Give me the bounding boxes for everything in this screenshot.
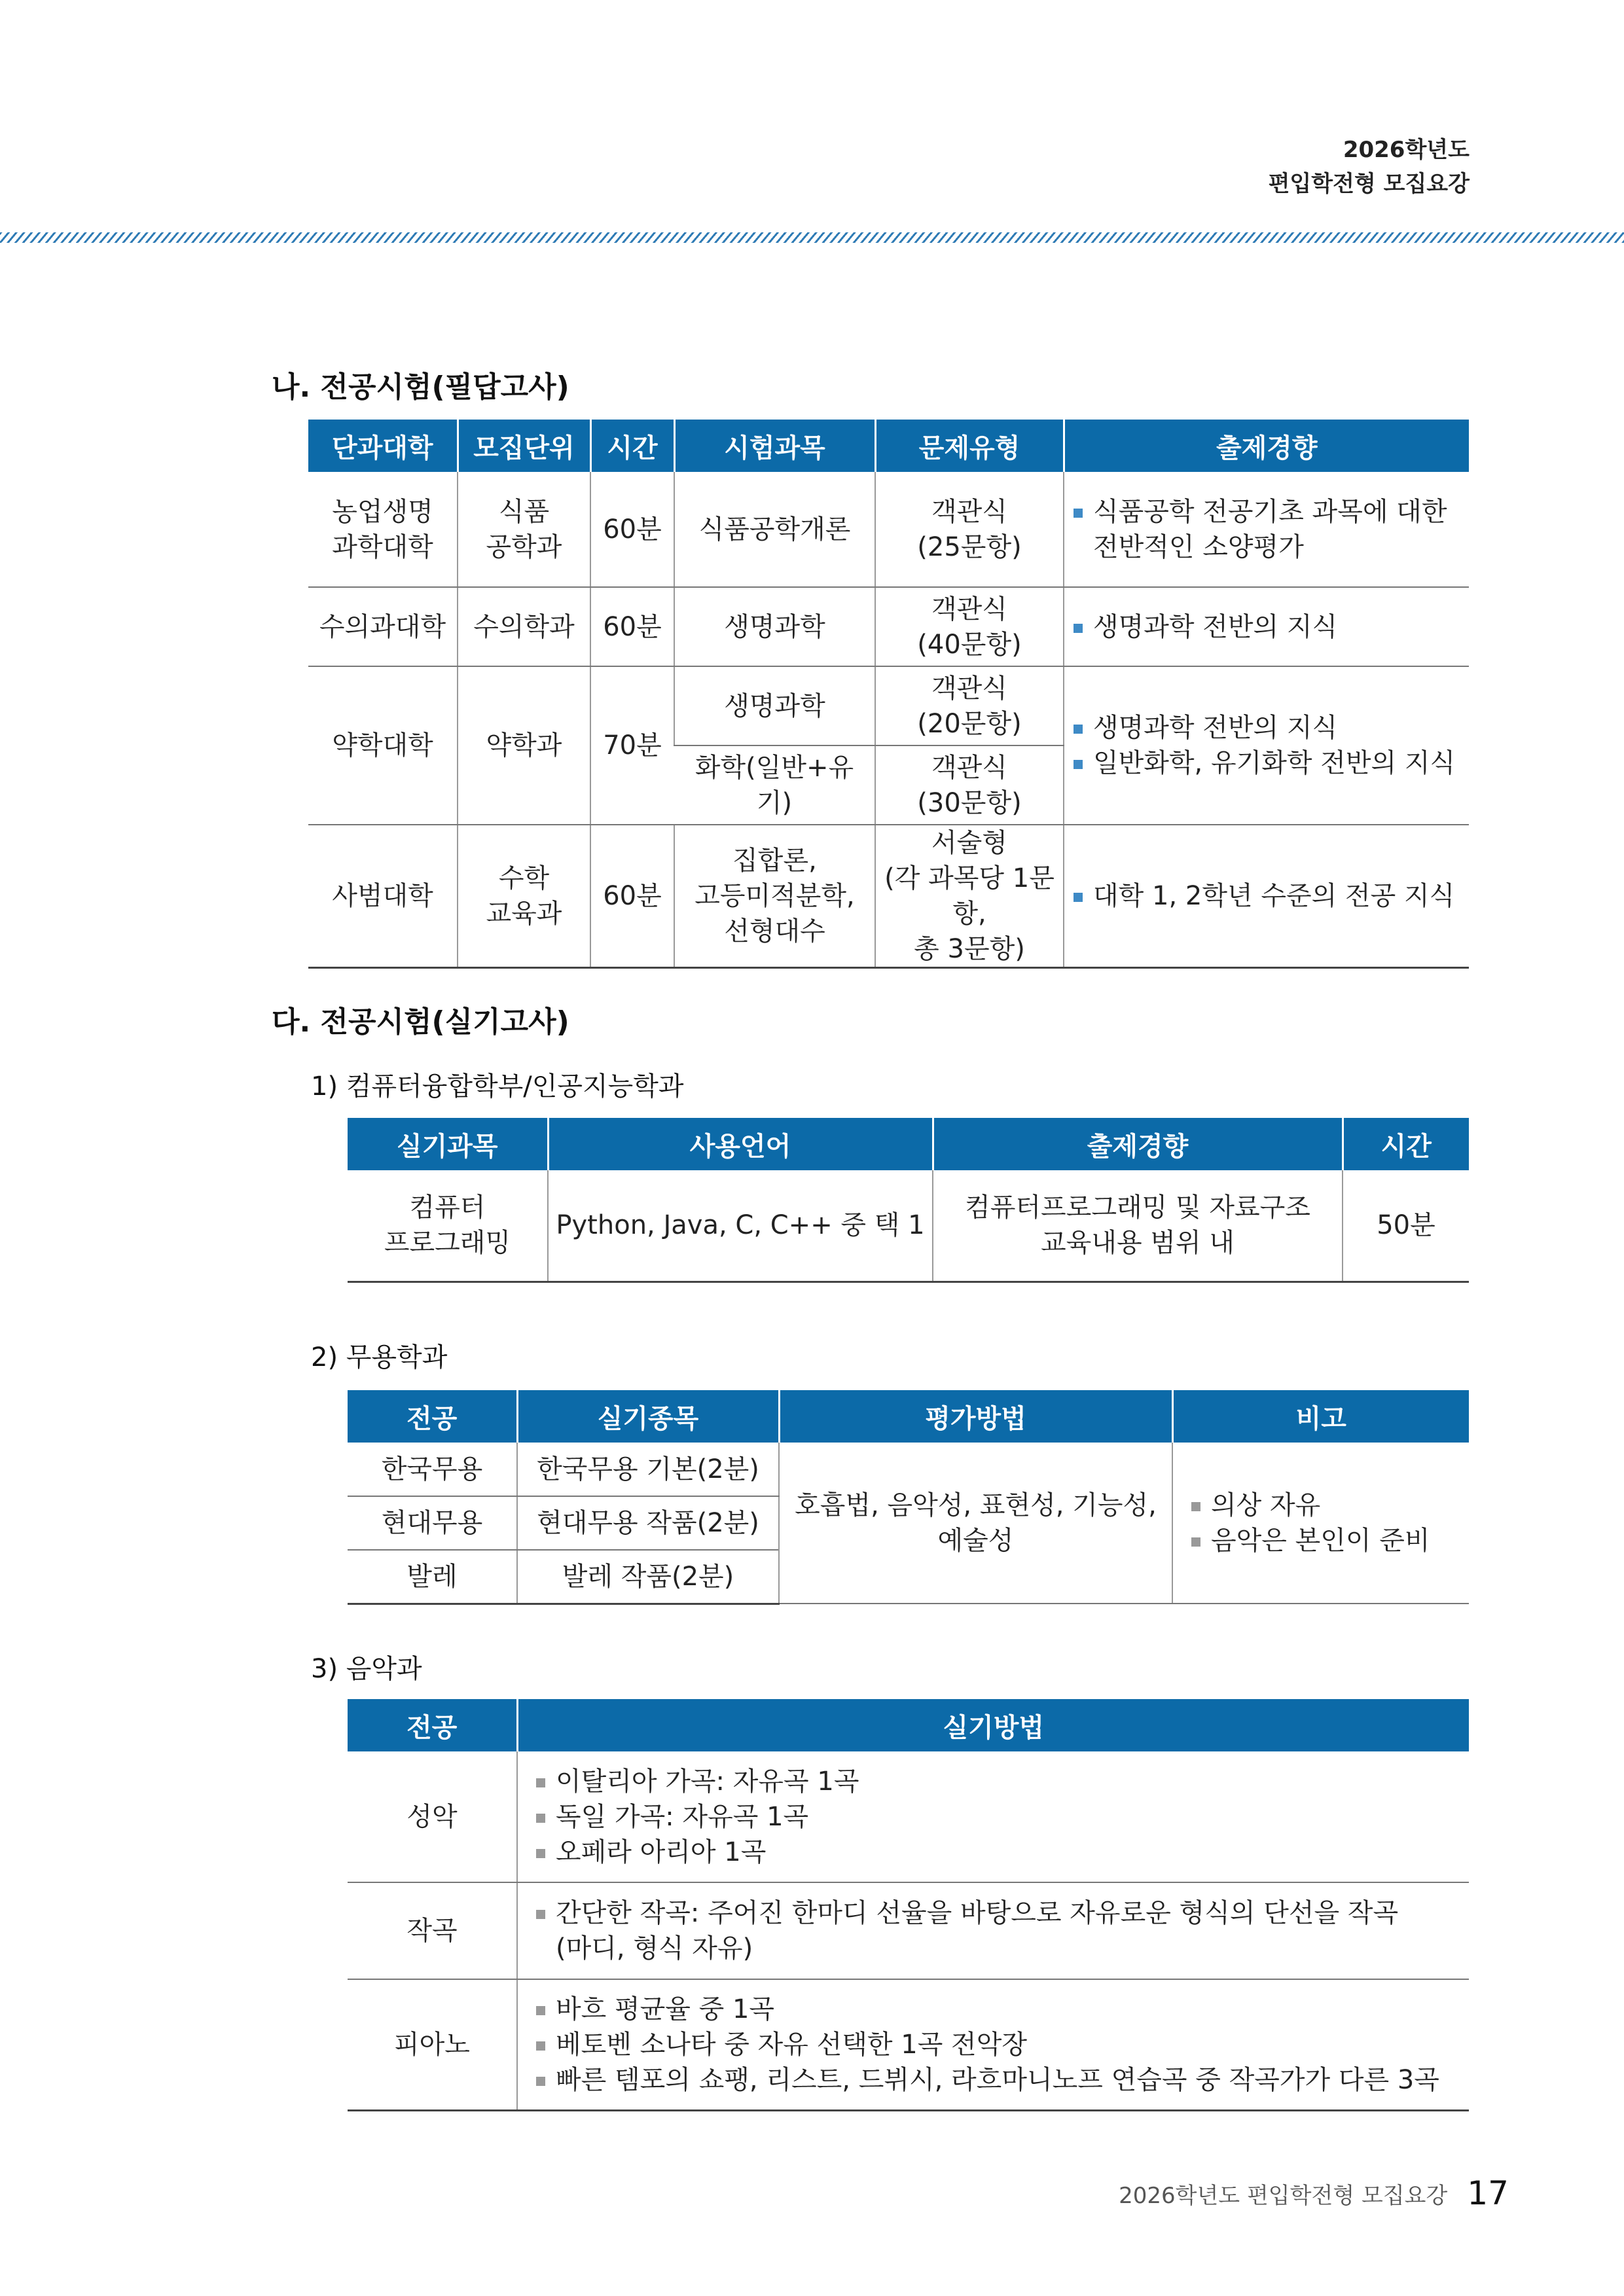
college-cell: 약학대학 xyxy=(308,666,458,825)
time-cell: 60분 xyxy=(590,825,674,968)
table-row xyxy=(348,1170,1469,1282)
trend-cell xyxy=(1064,825,1469,968)
page-footer xyxy=(1119,2174,1509,2212)
time-cell: 70분 xyxy=(590,666,674,825)
table-row xyxy=(308,587,1469,666)
column-header: 문제유형 xyxy=(875,420,1064,472)
table-header-row xyxy=(348,1390,1469,1443)
bullet-square-icon xyxy=(536,1778,545,1787)
method-text: 빠른 템포의 쇼팽, 리스트, 드뷔시, 라흐마니노프 연습곡 중 작곡가가 다른 3곡 xyxy=(556,2064,1439,2095)
item-cell: 현대무용 작품(2분) xyxy=(517,1496,779,1550)
column-header: 시간 xyxy=(1343,1118,1469,1170)
method-text: 간단한 작곡: 주어진 한마디 선율을 바탕으로 자유로운 형식의 단선을 작곡 (마디, 형식 자유) xyxy=(556,1898,1399,1964)
list-item xyxy=(1071,494,1462,565)
unit-cell: 수의학과 xyxy=(458,587,590,666)
bullet-square-icon xyxy=(1074,893,1083,902)
list-item xyxy=(533,2062,1462,2098)
major-cell: 현대무용 xyxy=(348,1496,517,1550)
method-text: 베토벤 소나타 중 자유 선택한 1곡 전악장 xyxy=(556,2029,1027,2060)
trend-cell: 컴퓨터프로그래밍 및 자료구조 교육내용 범위 내 xyxy=(933,1170,1343,1282)
bullet-square-icon xyxy=(536,1814,545,1823)
section-title-practical-exam: 다. 전공시험(실기고사) xyxy=(272,1005,569,1039)
list-item xyxy=(1189,1488,1462,1523)
subject-cell: 컴퓨터 프로그래밍 xyxy=(348,1170,548,1282)
notes-cell xyxy=(1172,1443,1469,1604)
college-cell: 농업생명 과학대학 xyxy=(308,472,458,587)
table-row xyxy=(308,825,1469,968)
table-header-row xyxy=(348,1699,1469,1751)
major-cell: 작곡 xyxy=(348,1882,517,1979)
bullet-square-icon xyxy=(536,2006,545,2015)
subject-cell: 화학(일반+유기) xyxy=(674,745,875,825)
column-header: 출제경향 xyxy=(1064,420,1469,472)
type-cell: 서술형 (각 과목당 1문항, 총 3문항) xyxy=(875,825,1064,968)
bullet-square-icon xyxy=(1074,725,1083,734)
table-row xyxy=(348,1979,1469,2110)
method-cell xyxy=(517,1979,1469,2110)
column-header: 평가방법 xyxy=(779,1390,1172,1443)
trend-text: 대학 1, 2학년 수준의 전공 지식 xyxy=(1093,881,1455,911)
column-header: 전공 xyxy=(348,1390,517,1443)
unit-cell: 약학과 xyxy=(458,666,590,825)
college-cell: 사범대학 xyxy=(308,825,458,968)
list-item xyxy=(1071,609,1462,645)
method-text: 오페라 아리아 1곡 xyxy=(556,1837,767,1867)
list-item xyxy=(1071,710,1462,745)
table-row xyxy=(308,472,1469,587)
subsection-title-dance: 2) 무용학과 xyxy=(311,1342,448,1372)
bullet-square-icon xyxy=(536,2041,545,2051)
table-row xyxy=(348,1882,1469,1979)
trend-cell xyxy=(1064,472,1469,587)
major-cell: 피아노 xyxy=(348,1979,517,2110)
footer-title: 2026학년도 편입학전형 모집요강 xyxy=(1119,2182,1448,2209)
subsection-title-computer: 1) 컴퓨터융합학부/인공지능학과 xyxy=(311,1071,684,1102)
type-cell: 객관식 (20문항) xyxy=(875,666,1064,745)
column-header: 실기과목 xyxy=(348,1118,548,1170)
list-item xyxy=(533,1764,1462,1799)
header-title: 편입학전형 모집요강 xyxy=(1268,171,1470,197)
header-year: 2026학년도 xyxy=(1343,137,1470,163)
bullet-square-icon xyxy=(1074,624,1083,633)
unit-cell: 식품 공학과 xyxy=(458,472,590,587)
trend-cell xyxy=(1064,587,1469,666)
column-header: 시간 xyxy=(590,420,674,472)
bullet-square-icon xyxy=(1191,1537,1200,1547)
list-item xyxy=(533,2027,1462,2062)
column-header: 모집단위 xyxy=(458,420,590,472)
music-practical-table xyxy=(348,1699,1469,2111)
column-header: 시험과목 xyxy=(674,420,875,472)
trend-cell xyxy=(1064,666,1469,825)
major-cell: 성악 xyxy=(348,1751,517,1882)
unit-cell: 수학 교육과 xyxy=(458,825,590,968)
column-header: 단과대학 xyxy=(308,420,458,472)
trend-text: 생명과학 전반의 지식 xyxy=(1093,611,1338,642)
column-header: 전공 xyxy=(348,1699,517,1751)
list-item xyxy=(533,1799,1462,1835)
table-row xyxy=(348,1751,1469,1882)
method-cell: 호흡법, 음악성, 표현성, 기능성, 예술성 xyxy=(779,1443,1172,1604)
subject-cell: 생명과학 xyxy=(674,666,875,745)
subject-cell: 집합론, 고등미적분학, 선형대수 xyxy=(674,825,875,968)
trend-text: 식품공학 전공기초 과목에 대한 전반적인 소양평가 xyxy=(1093,496,1447,562)
column-header: 실기종목 xyxy=(517,1390,779,1443)
bullet-square-icon xyxy=(536,1849,545,1858)
method-cell xyxy=(517,1882,1469,1979)
subject-cell: 생명과학 xyxy=(674,587,875,666)
item-cell: 한국무용 기본(2분) xyxy=(517,1443,779,1496)
bullet-square-icon xyxy=(1074,509,1083,518)
bullet-square-icon xyxy=(536,1910,545,1919)
page-header xyxy=(1269,133,1470,201)
major-cell: 발레 xyxy=(348,1550,517,1604)
bullet-square-icon xyxy=(1074,760,1083,769)
table-header-row xyxy=(348,1118,1469,1170)
method-text: 이탈리아 가곡: 자유곡 1곡 xyxy=(556,1766,859,1797)
time-cell: 60분 xyxy=(590,587,674,666)
time-cell: 50분 xyxy=(1343,1170,1469,1282)
method-text: 바흐 평균율 중 1곡 xyxy=(556,1994,775,2024)
list-item xyxy=(533,1895,1462,1966)
table-header-row xyxy=(308,420,1469,472)
type-cell: 객관식 (25문항) xyxy=(875,472,1064,587)
list-item xyxy=(1071,878,1462,914)
list-item xyxy=(533,1992,1462,2027)
bullet-square-icon xyxy=(536,2077,545,2086)
major-cell: 한국무용 xyxy=(348,1443,517,1496)
note-text: 음악은 본인이 준비 xyxy=(1211,1525,1430,1556)
bullet-square-icon xyxy=(1191,1502,1200,1511)
method-cell xyxy=(517,1751,1469,1882)
time-cell: 60분 xyxy=(590,472,674,587)
type-cell: 객관식 (30문항) xyxy=(875,745,1064,825)
table-row xyxy=(348,1443,1469,1496)
method-text: 독일 가곡: 자유곡 1곡 xyxy=(556,1801,809,1832)
table-row xyxy=(308,666,1469,745)
list-item xyxy=(1189,1523,1462,1558)
header-divider xyxy=(0,232,1624,243)
written-exam-table xyxy=(308,420,1469,969)
column-header: 실기방법 xyxy=(517,1699,1469,1751)
list-item xyxy=(1071,745,1462,781)
page-number: 17 xyxy=(1467,2174,1509,2212)
computer-practical-table xyxy=(348,1118,1469,1283)
column-header: 비고 xyxy=(1172,1390,1469,1443)
subsection-title-music: 3) 음악과 xyxy=(311,1654,422,1684)
trend-text: 생명과학 전반의 지식 xyxy=(1093,713,1338,743)
section-title-written-exam: 나. 전공시험(필답고사) xyxy=(272,370,569,404)
subject-cell: 식품공학개론 xyxy=(674,472,875,587)
column-header: 출제경향 xyxy=(933,1118,1343,1170)
trend-text: 일반화학, 유기화학 전반의 지식 xyxy=(1093,748,1456,778)
type-cell: 객관식 (40문항) xyxy=(875,587,1064,666)
college-cell: 수의과대학 xyxy=(308,587,458,666)
dance-practical-table xyxy=(348,1390,1469,1605)
column-header: 사용언어 xyxy=(548,1118,933,1170)
note-text: 의상 자유 xyxy=(1211,1490,1321,1520)
list-item xyxy=(533,1835,1462,1870)
language-cell: Python, Java, C, C++ 중 택 1 xyxy=(548,1170,933,1282)
item-cell: 발레 작품(2분) xyxy=(517,1550,779,1604)
